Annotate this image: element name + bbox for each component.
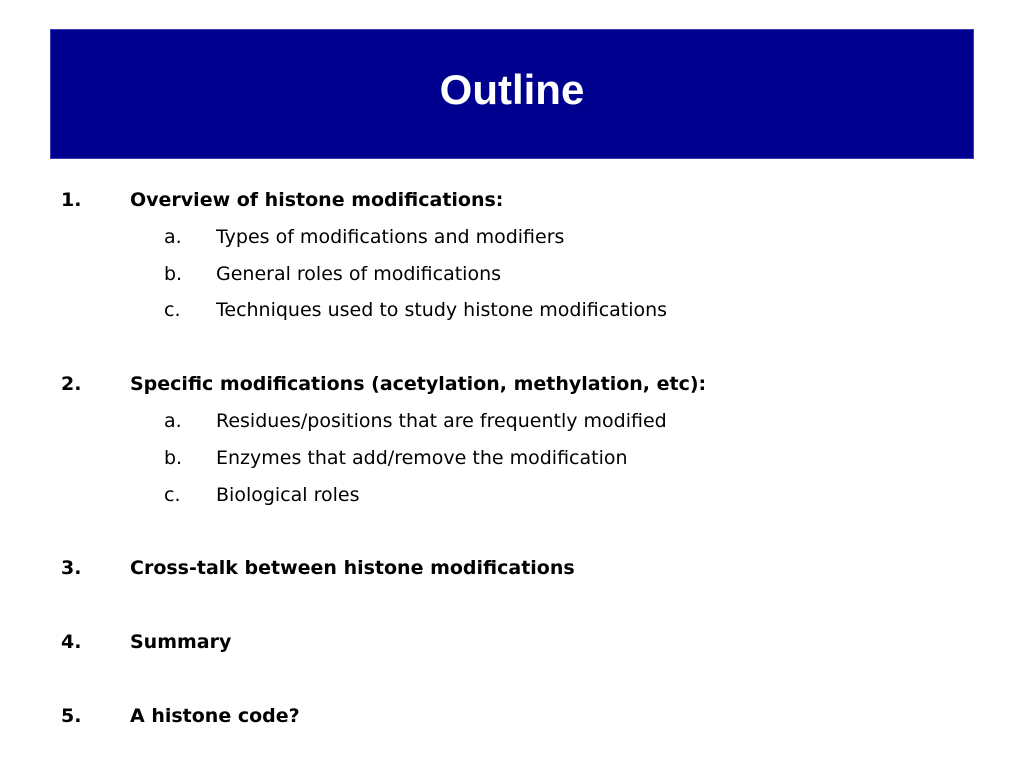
item-number: 2. [61,373,82,395]
item-label: Summary [130,631,232,653]
subitem-letter: a. [164,410,182,432]
subitem-letter: b. [164,447,183,469]
item-number: 4. [61,631,82,653]
subitem-letter: c. [164,484,181,506]
subitem-letter: b. [164,263,183,285]
item-label: Cross-talk between histone modifications [130,557,575,579]
item-number: 3. [61,557,82,579]
subitem-label: Residues/positions that are frequently modified [216,410,667,432]
slide-title: Outline [439,66,585,113]
subitem-label: Enzymes that add/remove the modification [216,447,628,469]
item-label: A histone code? [130,705,300,727]
subitem-letter: c. [164,299,181,321]
subitem-letter: a. [164,226,182,248]
item-number: 1. [61,189,82,211]
item-label: Overview of histone modifications: [130,189,504,211]
subitem-label: Biological roles [216,484,360,506]
item-label: Specific modifications (acetylation, methylation, etc): [130,373,707,395]
subitem-label: General roles of modifications [216,263,502,285]
subitem-label: Techniques used to study histone modifications [216,299,668,321]
subitem-label: Types of modifications and modifiers [216,226,565,248]
item-number: 5. [61,705,82,727]
